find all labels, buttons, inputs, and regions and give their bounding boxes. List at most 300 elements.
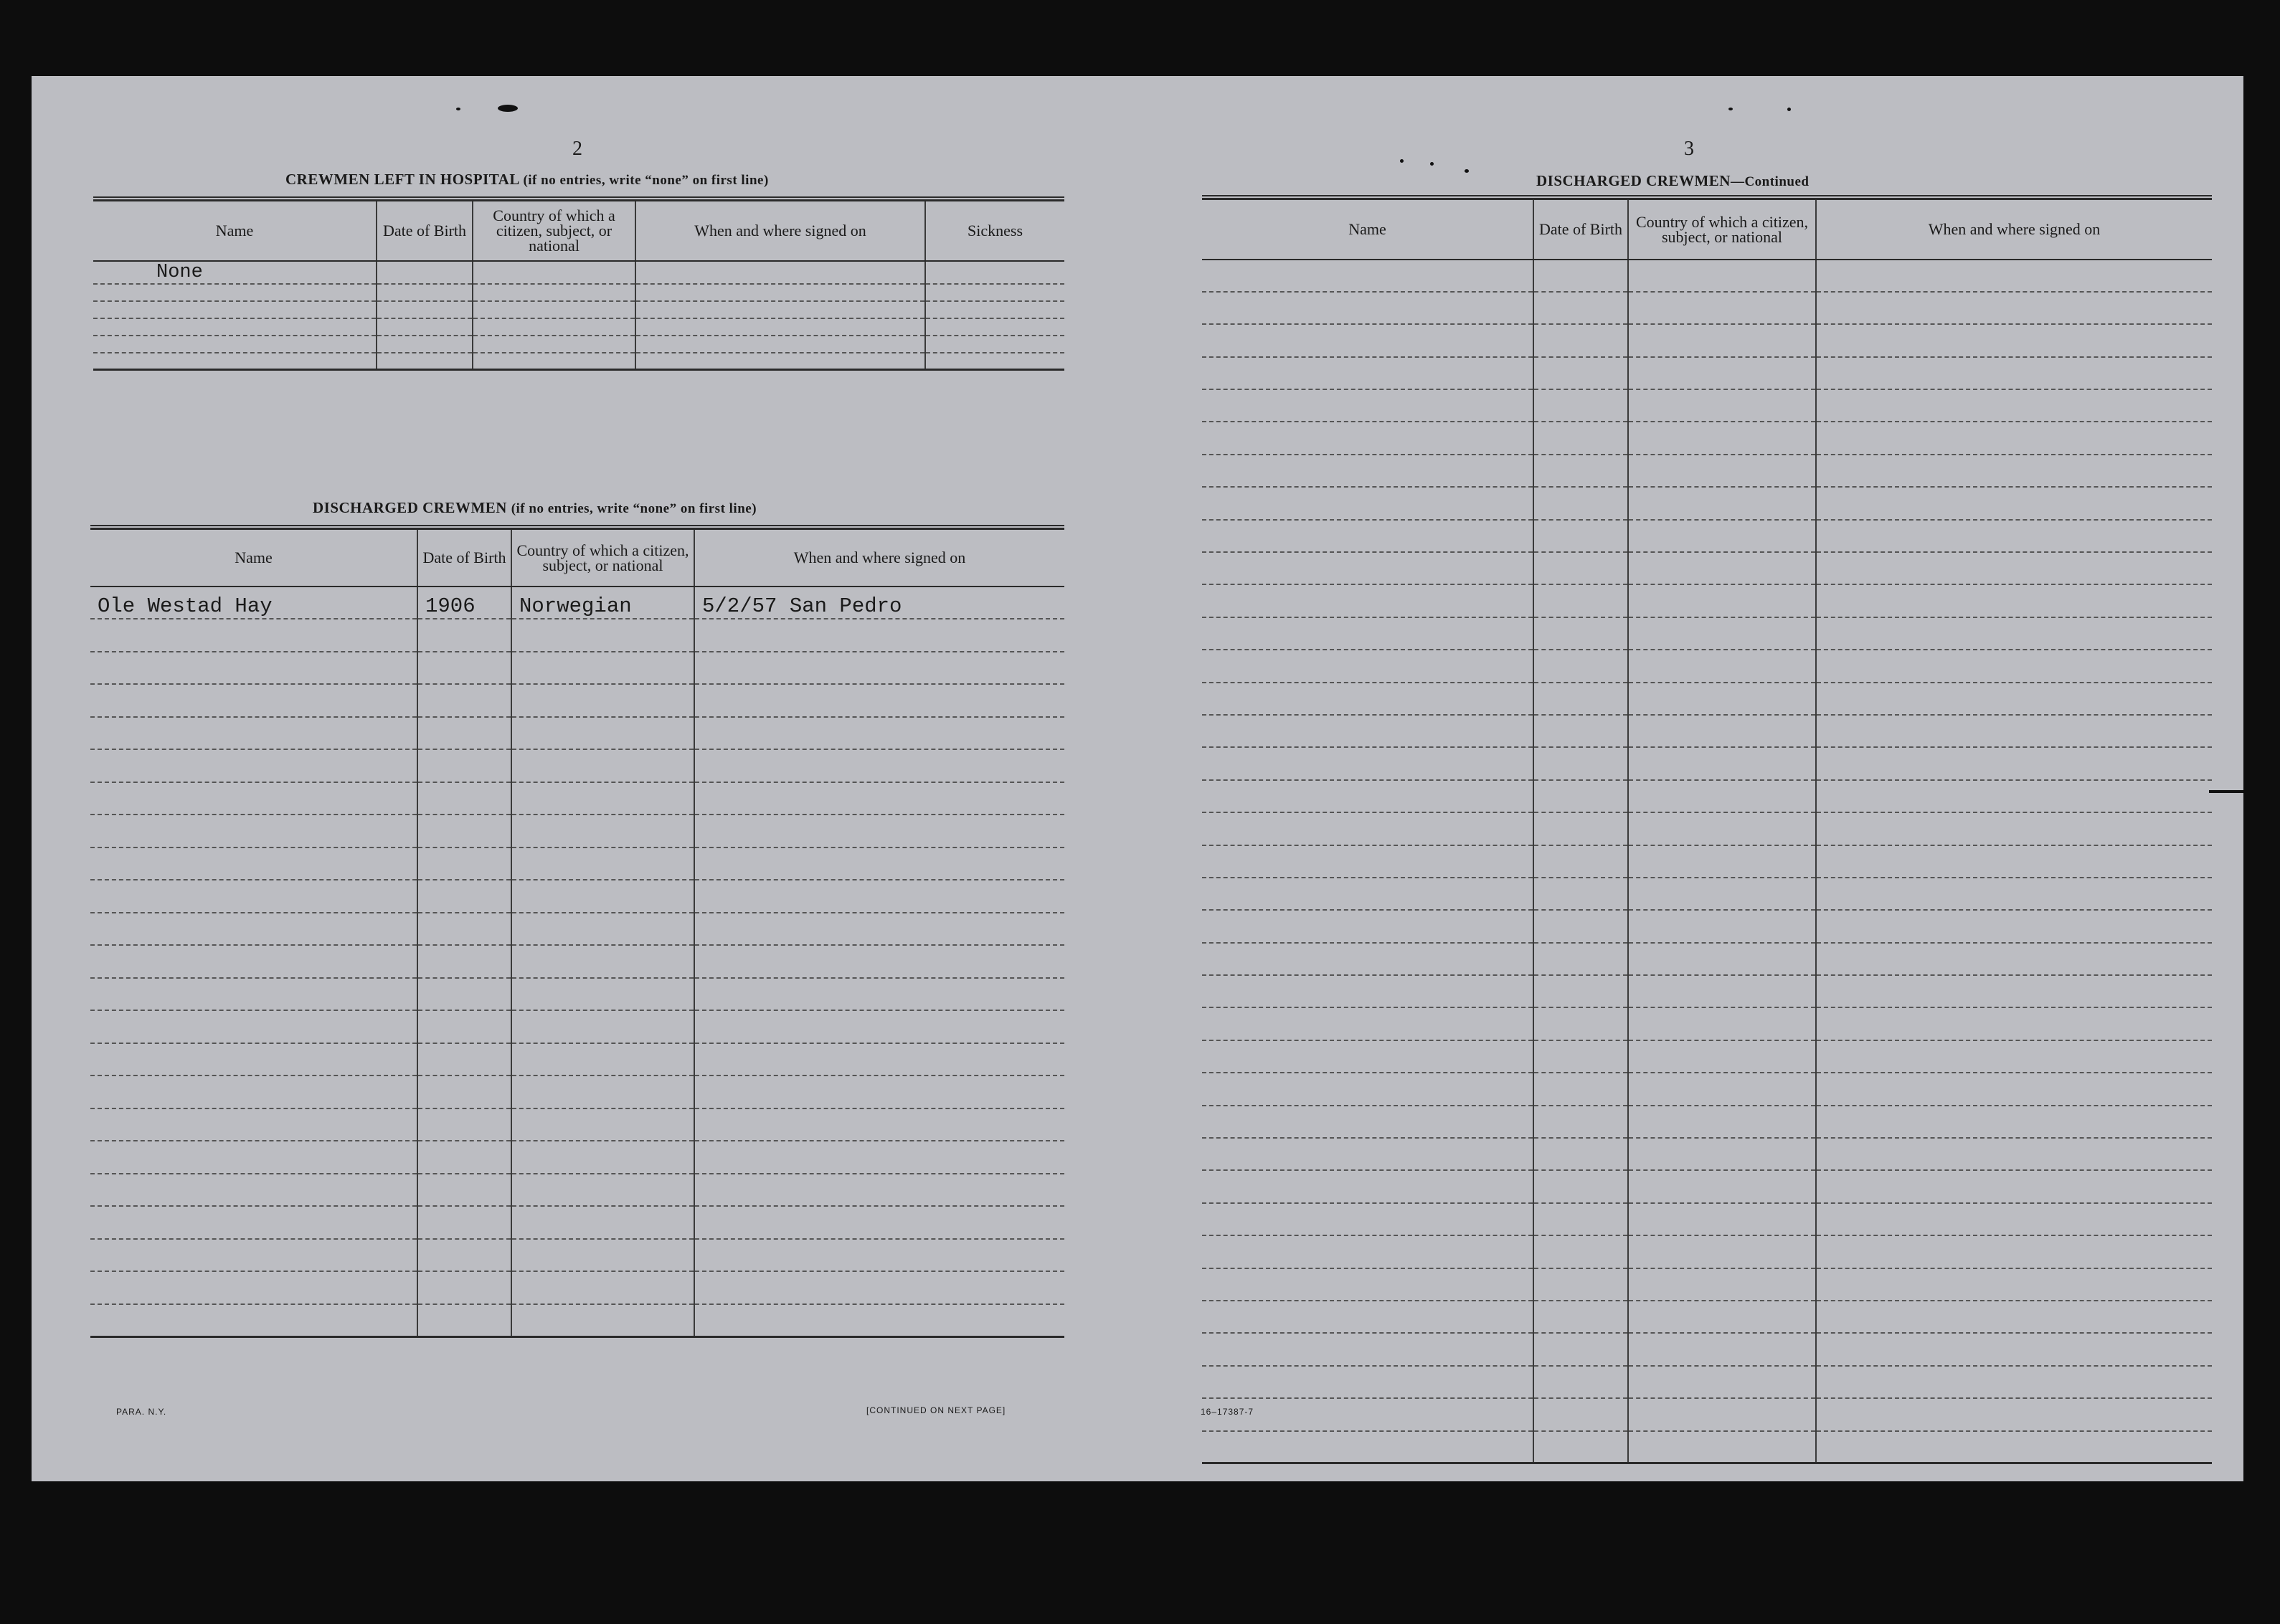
continued-note: [CONTINUED ON NEXT PAGE] xyxy=(866,1405,1006,1415)
table-row xyxy=(1202,1007,2212,1040)
table-cell xyxy=(1533,1040,1628,1073)
table-cell xyxy=(473,353,635,370)
table-cell xyxy=(511,978,694,1011)
table-row xyxy=(1202,520,2212,552)
table-cell xyxy=(1202,1007,1533,1040)
hospital-section-title xyxy=(285,171,769,189)
table-cell xyxy=(1816,617,2212,650)
table-row xyxy=(90,1141,1064,1174)
table-cell xyxy=(1816,552,2212,584)
table-cell xyxy=(694,1010,1064,1043)
table-cell xyxy=(1628,715,1816,747)
hospital-header-row xyxy=(93,201,1064,261)
table-cell xyxy=(1816,943,2212,975)
table-cell xyxy=(1816,1431,2212,1463)
table-cell xyxy=(1816,845,2212,878)
table-row xyxy=(1202,650,2212,682)
table-row xyxy=(90,652,1064,685)
table-cell xyxy=(1628,812,1816,845)
scan-speck xyxy=(498,105,518,112)
table-cell xyxy=(90,1043,417,1076)
table-cell xyxy=(1628,1301,1816,1333)
table-cell xyxy=(1533,650,1628,682)
table-cell xyxy=(1533,780,1628,812)
table-cell xyxy=(1533,1106,1628,1138)
table-cell xyxy=(694,1271,1064,1304)
table-cell xyxy=(1816,1073,2212,1105)
table-cell xyxy=(377,284,473,301)
scan-speck xyxy=(1465,169,1469,173)
table-cell xyxy=(1816,878,2212,910)
scan-speck xyxy=(456,108,460,110)
table-cell xyxy=(90,717,417,750)
table-cell xyxy=(1533,715,1628,747)
table-cell xyxy=(473,336,635,353)
table-cell xyxy=(694,1043,1064,1076)
table-cell xyxy=(1628,1203,1816,1235)
table-row xyxy=(90,1271,1064,1304)
table-cell xyxy=(417,1141,511,1174)
table-cell xyxy=(1533,1203,1628,1235)
table-row xyxy=(1202,617,2212,650)
continued-header-row xyxy=(1202,199,2212,260)
table-cell xyxy=(417,1206,511,1239)
table-cell xyxy=(473,261,635,284)
table-row xyxy=(1202,943,2212,975)
hospital-table xyxy=(93,199,1064,371)
page-edge-marker xyxy=(2209,790,2243,793)
table-cell: Norwegian xyxy=(511,587,694,619)
table-row xyxy=(1202,487,2212,519)
table-row xyxy=(93,336,1064,353)
table-row xyxy=(1202,845,2212,878)
table-cell xyxy=(694,945,1064,978)
table-row xyxy=(1202,422,2212,454)
table-cell xyxy=(694,652,1064,685)
table-cell xyxy=(473,284,635,301)
table-row xyxy=(1202,1106,2212,1138)
table-cell xyxy=(90,1239,417,1272)
table-cell xyxy=(1202,552,1533,584)
table-row xyxy=(90,945,1064,978)
table-cell xyxy=(694,684,1064,717)
table-cell xyxy=(90,1174,417,1207)
table-cell xyxy=(1533,617,1628,650)
table-cell xyxy=(694,619,1064,652)
table-cell xyxy=(1202,260,1533,292)
table-cell xyxy=(1202,1235,1533,1268)
table-cell xyxy=(694,1108,1064,1141)
table-cell xyxy=(1533,389,1628,422)
table-cell xyxy=(1533,520,1628,552)
table-cell xyxy=(1533,812,1628,845)
table-cell xyxy=(377,261,473,284)
table-row xyxy=(1202,1301,2212,1333)
table-cell xyxy=(694,1304,1064,1337)
table-cell xyxy=(1533,552,1628,584)
table-cell xyxy=(1628,617,1816,650)
table-row xyxy=(90,749,1064,782)
table-row xyxy=(1202,683,2212,715)
table-row xyxy=(1202,747,2212,779)
table-row xyxy=(90,847,1064,880)
table-cell xyxy=(1628,943,1816,975)
table-cell xyxy=(1202,910,1533,942)
table-cell xyxy=(1628,683,1816,715)
table-cell xyxy=(377,318,473,336)
table-cell xyxy=(1533,455,1628,487)
header-date-of-birth: Date of Birth xyxy=(1533,199,1628,260)
table-cell xyxy=(1202,747,1533,779)
table-cell xyxy=(1202,650,1533,682)
table-cell xyxy=(511,652,694,685)
table-row xyxy=(1202,780,2212,812)
table-cell xyxy=(635,336,925,353)
table-cell xyxy=(1628,520,1816,552)
table-cell xyxy=(1816,650,2212,682)
table-cell xyxy=(473,318,635,336)
hospital-top-rule xyxy=(93,196,1064,198)
table-row xyxy=(1202,455,2212,487)
table-cell xyxy=(1202,1040,1533,1073)
scan-speck xyxy=(1728,108,1733,110)
table-cell xyxy=(1816,715,2212,747)
table-cell xyxy=(1202,584,1533,617)
table-row xyxy=(1202,1170,2212,1202)
table-cell xyxy=(635,353,925,370)
table-cell xyxy=(1816,812,2212,845)
discharged-table xyxy=(90,528,1064,1338)
table-row xyxy=(1202,292,2212,324)
table-cell xyxy=(1202,1431,1533,1463)
table-cell xyxy=(417,945,511,978)
scan-speck xyxy=(1787,108,1791,111)
table-cell xyxy=(1533,487,1628,519)
header-country: Country of which a citizen, subject, or national xyxy=(1628,199,1816,260)
table-cell xyxy=(694,847,1064,880)
table-row xyxy=(90,1206,1064,1239)
table-cell xyxy=(1816,1235,2212,1268)
table-cell xyxy=(511,847,694,880)
table-cell xyxy=(1816,1040,2212,1073)
table-cell xyxy=(1816,357,2212,389)
table-cell xyxy=(1816,1301,2212,1333)
table-cell: Ole Westad Hay xyxy=(90,587,417,619)
table-cell xyxy=(1533,1431,1628,1463)
table-row xyxy=(1202,1203,2212,1235)
table-row xyxy=(1202,975,2212,1007)
printer-mark: PARA. N.Y. xyxy=(116,1407,167,1417)
table-cell xyxy=(1533,1366,1628,1398)
header-country: Country of which a citizen, subject, or national xyxy=(511,529,694,587)
table-cell xyxy=(1202,357,1533,389)
table-row xyxy=(93,284,1064,301)
table-row xyxy=(1202,1073,2212,1105)
table-row xyxy=(90,913,1064,946)
table-cell xyxy=(511,1010,694,1043)
page-number-right: 3 xyxy=(1684,138,1694,160)
table-cell xyxy=(377,353,473,370)
continued-table xyxy=(1202,198,2212,1464)
table-cell xyxy=(511,1271,694,1304)
table-row xyxy=(1202,1235,2212,1268)
table-cell xyxy=(1628,780,1816,812)
table-cell xyxy=(1816,1138,2212,1170)
table-cell xyxy=(417,1239,511,1272)
table-cell xyxy=(694,880,1064,913)
header-date-of-birth: Date of Birth xyxy=(417,529,511,587)
table-row xyxy=(90,1010,1064,1043)
table-cell xyxy=(1533,1235,1628,1268)
table-cell xyxy=(1202,683,1533,715)
table-cell xyxy=(694,1174,1064,1207)
table-cell xyxy=(417,749,511,782)
table-cell xyxy=(1628,1235,1816,1268)
table-cell xyxy=(511,684,694,717)
discharged-rows xyxy=(90,587,1064,1337)
table-cell xyxy=(511,1206,694,1239)
table-cell xyxy=(1816,455,2212,487)
table-cell xyxy=(1202,324,1533,356)
table-cell xyxy=(635,301,925,318)
table-cell xyxy=(1533,1170,1628,1202)
table-cell xyxy=(377,336,473,353)
table-cell xyxy=(1202,1268,1533,1301)
scan-speck xyxy=(1430,162,1434,166)
table-row xyxy=(90,815,1064,847)
table-cell xyxy=(1202,1170,1533,1202)
table-cell xyxy=(1816,780,2212,812)
document-sheet xyxy=(32,76,2243,1481)
table-cell xyxy=(90,847,417,880)
table-row xyxy=(1202,389,2212,422)
table-cell xyxy=(1628,878,1816,910)
table-row xyxy=(90,717,1064,750)
table-cell xyxy=(1202,878,1533,910)
header-name: Name xyxy=(93,201,377,261)
table-row xyxy=(1202,324,2212,356)
table-cell xyxy=(90,880,417,913)
table-cell xyxy=(694,749,1064,782)
hospital-rows xyxy=(93,261,1064,370)
table-cell xyxy=(90,815,417,847)
table-cell xyxy=(377,301,473,318)
header-signed-on: When and where signed on xyxy=(694,529,1064,587)
table-cell xyxy=(417,847,511,880)
table-cell xyxy=(511,749,694,782)
table-row xyxy=(90,1304,1064,1337)
table-row xyxy=(1202,552,2212,584)
discharged-title-note: (if no entries, write “none” on first line) xyxy=(511,501,757,516)
table-cell xyxy=(1816,1106,2212,1138)
table-cell xyxy=(1628,1170,1816,1202)
table-cell xyxy=(417,1043,511,1076)
table-cell xyxy=(694,978,1064,1011)
table-cell xyxy=(417,1271,511,1304)
table-cell xyxy=(1628,260,1816,292)
continued-top-rule xyxy=(1202,195,2212,196)
table-cell xyxy=(1628,1073,1816,1105)
table-cell xyxy=(1816,389,2212,422)
table-cell xyxy=(1816,260,2212,292)
table-cell xyxy=(925,301,1064,318)
table-cell xyxy=(1202,1106,1533,1138)
discharged-header-row xyxy=(90,529,1064,587)
table-cell xyxy=(1816,487,2212,519)
table-cell xyxy=(417,1075,511,1108)
table-cell xyxy=(925,336,1064,353)
table-cell xyxy=(694,1206,1064,1239)
table-cell xyxy=(1533,584,1628,617)
table-row xyxy=(90,1239,1064,1272)
table-cell xyxy=(1628,552,1816,584)
table-cell xyxy=(417,880,511,913)
table-cell xyxy=(1533,845,1628,878)
header-country: Country of which a citizen, subject, or national xyxy=(473,201,635,261)
header-date-of-birth: Date of Birth xyxy=(377,201,473,261)
table-row xyxy=(1202,1268,2212,1301)
header-signed-on: When and where signed on xyxy=(635,201,925,261)
page-number-left: 2 xyxy=(572,138,582,160)
table-cell xyxy=(417,619,511,652)
scan-speck xyxy=(1400,159,1404,163)
table-row xyxy=(90,587,1064,619)
table-cell xyxy=(1533,1007,1628,1040)
table-cell xyxy=(511,1141,694,1174)
table-cell: 1906 xyxy=(417,587,511,619)
table-cell xyxy=(90,913,417,946)
table-cell xyxy=(1202,780,1533,812)
table-cell xyxy=(1628,487,1816,519)
table-cell xyxy=(1202,1366,1533,1398)
table-cell xyxy=(1202,1203,1533,1235)
table-cell xyxy=(93,318,377,336)
table-cell xyxy=(1628,292,1816,324)
table-cell xyxy=(1533,1073,1628,1105)
table-row xyxy=(90,1174,1064,1207)
table-row xyxy=(90,684,1064,717)
table-cell xyxy=(694,1239,1064,1272)
table-row xyxy=(1202,260,2212,292)
table-cell xyxy=(1202,520,1533,552)
table-cell xyxy=(473,301,635,318)
table-cell xyxy=(90,1141,417,1174)
table-cell xyxy=(417,815,511,847)
table-cell xyxy=(1816,747,2212,779)
table-cell xyxy=(1816,975,2212,1007)
table-row xyxy=(90,782,1064,815)
table-cell xyxy=(417,978,511,1011)
table-cell xyxy=(635,261,925,284)
table-cell xyxy=(90,945,417,978)
table-row xyxy=(93,353,1064,370)
table-cell xyxy=(925,353,1064,370)
table-cell xyxy=(1202,455,1533,487)
continued-title-text: DISCHARGED CREWMEN xyxy=(1536,172,1731,189)
table-cell xyxy=(1202,715,1533,747)
table-cell xyxy=(1533,357,1628,389)
table-row xyxy=(1202,1333,2212,1365)
table-cell xyxy=(1202,845,1533,878)
table-cell xyxy=(1533,1268,1628,1301)
table-row xyxy=(90,1075,1064,1108)
table-row xyxy=(1202,1398,2212,1430)
continued-section-title xyxy=(1536,172,1809,190)
table-cell xyxy=(635,284,925,301)
table-row xyxy=(1202,910,2212,942)
table-cell xyxy=(1202,943,1533,975)
table-cell xyxy=(1533,1138,1628,1170)
table-cell xyxy=(694,1075,1064,1108)
hospital-title-note: (if no entries, write “none” on first line) xyxy=(523,173,769,188)
table-cell xyxy=(511,913,694,946)
table-cell xyxy=(90,978,417,1011)
table-row xyxy=(1202,584,2212,617)
table-row xyxy=(90,978,1064,1011)
table-cell xyxy=(417,1174,511,1207)
table-cell xyxy=(1533,260,1628,292)
table-cell xyxy=(1816,422,2212,454)
table-row xyxy=(90,880,1064,913)
table-cell xyxy=(90,1304,417,1337)
table-cell xyxy=(1628,845,1816,878)
table-cell xyxy=(1533,292,1628,324)
table-cell xyxy=(417,1304,511,1337)
table-cell xyxy=(511,1174,694,1207)
header-signed-on: When and where signed on xyxy=(1816,199,2212,260)
table-cell xyxy=(511,782,694,815)
table-cell xyxy=(1816,683,2212,715)
form-number: 16–17387-7 xyxy=(1201,1407,1254,1417)
table-cell xyxy=(1816,1333,2212,1365)
table-cell xyxy=(1816,1398,2212,1430)
table-cell xyxy=(1628,1366,1816,1398)
table-cell xyxy=(511,717,694,750)
table-cell xyxy=(1628,1268,1816,1301)
table-cell xyxy=(1628,910,1816,942)
table-cell xyxy=(511,1043,694,1076)
table-cell xyxy=(1628,747,1816,779)
table-cell xyxy=(90,782,417,815)
table-cell: None xyxy=(93,261,377,284)
table-cell xyxy=(1816,324,2212,356)
table-row xyxy=(1202,357,2212,389)
table-cell xyxy=(1628,422,1816,454)
table-cell xyxy=(90,1206,417,1239)
table-cell xyxy=(694,1141,1064,1174)
table-cell xyxy=(1628,389,1816,422)
table-cell xyxy=(90,619,417,652)
table-cell xyxy=(511,815,694,847)
table-cell xyxy=(93,336,377,353)
table-cell xyxy=(1202,487,1533,519)
table-row xyxy=(1202,1431,2212,1463)
header-sickness: Sickness xyxy=(925,201,1064,261)
table-row xyxy=(1202,812,2212,845)
table-row xyxy=(1202,1366,2212,1398)
table-cell xyxy=(1628,1007,1816,1040)
table-cell xyxy=(1816,292,2212,324)
table-cell xyxy=(1202,1301,1533,1333)
table-cell xyxy=(1202,1333,1533,1365)
table-cell xyxy=(1628,1333,1816,1365)
table-cell xyxy=(1628,1431,1816,1463)
table-cell xyxy=(925,318,1064,336)
table-cell xyxy=(694,913,1064,946)
table-cell xyxy=(694,782,1064,815)
table-cell xyxy=(1533,422,1628,454)
table-row xyxy=(90,619,1064,652)
